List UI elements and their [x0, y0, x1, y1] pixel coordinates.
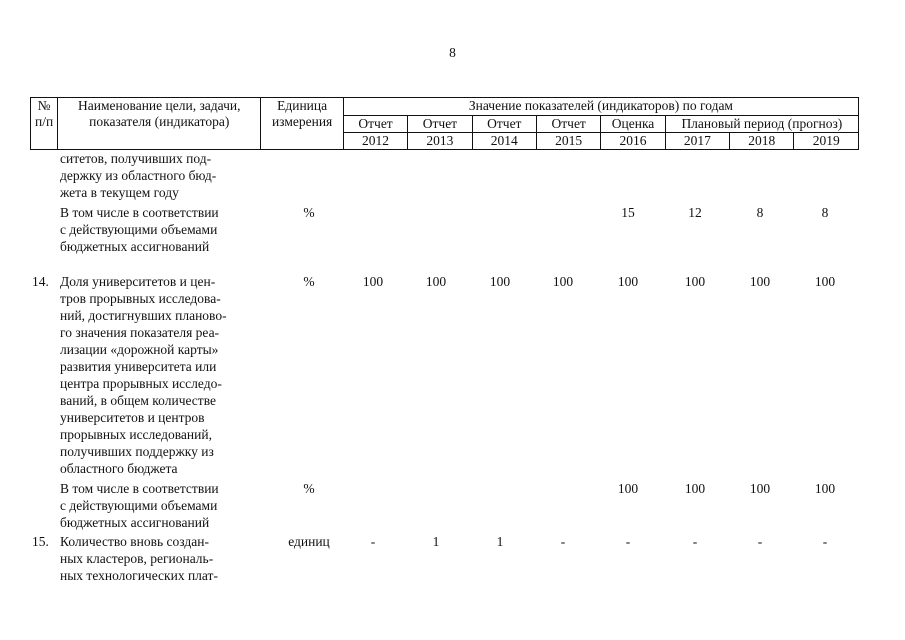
- cont-line: ситетов, получивших под-: [60, 151, 212, 166]
- sub1-value-2017: 12: [688, 205, 702, 220]
- row14-value-2012: 100: [362, 274, 384, 289]
- row14-value-2017: 100: [684, 274, 706, 289]
- header-values-group: Значение показателей (индикаторов) по годам: [343, 98, 858, 116]
- row14-unit: %: [303, 274, 315, 289]
- header-year-2012: 2012: [343, 133, 407, 150]
- sub2-value-2018: 100: [749, 481, 771, 496]
- sub2-value-2016: 100: [617, 481, 639, 496]
- header-kind-2016: Оценка: [601, 116, 665, 133]
- header-year-2013: 2013: [408, 133, 472, 150]
- row14-line: Доля университетов и цен-: [60, 274, 216, 289]
- header-year-2019: 2019: [794, 133, 859, 150]
- sub2-line: В том числе в соответствии: [60, 481, 219, 496]
- row14-line: лизации «дорожной карты»: [60, 342, 219, 357]
- header-name: Наименование цели, задачи, показателя (индикатора): [58, 98, 261, 150]
- row14-value-2018: 100: [749, 274, 771, 289]
- row15-unit: единиц: [288, 534, 330, 549]
- row14-line: развития университета или: [60, 359, 217, 374]
- sub1-value-2016: 15: [621, 205, 635, 220]
- header-kind-2013: Отчет: [408, 116, 472, 133]
- sub2-line: с действующими объемами: [60, 498, 218, 513]
- header-plan-group: Плановый период (прогноз): [665, 116, 858, 133]
- sub1-unit: %: [303, 205, 315, 220]
- header-kind-2014: Отчет: [472, 116, 536, 133]
- sub2-line: бюджетных ассигнований: [60, 515, 210, 530]
- sub2-value-2019: 100: [814, 481, 836, 496]
- row15-value-2019: -: [822, 534, 828, 549]
- row15-value-2017: -: [692, 534, 698, 549]
- row15-value-2013: 1: [432, 534, 440, 549]
- row15-line: ных кластеров, региональ-: [60, 551, 214, 566]
- row14-line: ний, достигнувших планово-: [60, 308, 227, 323]
- row14-line: ваний, в общем количестве: [60, 393, 216, 408]
- header-year-2015: 2015: [536, 133, 600, 150]
- row15-number: 15.: [32, 534, 49, 549]
- row15-value-2014: 1: [496, 534, 504, 549]
- row14-line: получивших поддержку из: [60, 444, 214, 459]
- row15-line: ных технологических плат-: [60, 568, 218, 583]
- row15-line: Количество вновь создан-: [60, 534, 209, 549]
- sub1-line: В том числе в соответствии: [60, 205, 219, 220]
- row14-value-2014: 100: [489, 274, 511, 289]
- row14-line: центра прорывных исследо-: [60, 376, 222, 391]
- row14-line: прорывных исследований,: [60, 427, 212, 442]
- header-no: № п/п: [31, 98, 58, 150]
- header-year-2017: 2017: [665, 133, 729, 150]
- cont-line: держку из областного бюд-: [60, 168, 217, 183]
- row14-value-2016: 100: [617, 274, 639, 289]
- sub1-line: бюджетных ассигнований: [60, 239, 210, 254]
- row14-number: 14.: [32, 274, 49, 289]
- header-year-2018: 2018: [730, 133, 794, 150]
- row15-value-2016: -: [625, 534, 631, 549]
- row14-value-2015: 100: [552, 274, 574, 289]
- row14-line: университетов и центров: [60, 410, 205, 425]
- header-kind-2012: Отчет: [343, 116, 407, 133]
- sub1-line: с действующими объемами: [60, 222, 218, 237]
- sub2-value-2017: 100: [684, 481, 706, 496]
- page-number: 8: [449, 45, 456, 60]
- row15-value-2018: -: [757, 534, 763, 549]
- sub1-value-2018: 8: [756, 205, 764, 220]
- header-unit: Единица измерения: [261, 98, 343, 150]
- row14-value-2013: 100: [425, 274, 447, 289]
- row14-line: тров прорывных исследова-: [60, 291, 221, 306]
- header-kind-2015: Отчет: [536, 116, 600, 133]
- sub2-unit: %: [303, 481, 315, 496]
- row15-value-2015: -: [560, 534, 566, 549]
- row14-line: го значения показателя реа-: [60, 325, 220, 340]
- header-year-2016: 2016: [601, 133, 665, 150]
- header-year-2014: 2014: [472, 133, 536, 150]
- sub1-value-2019: 8: [821, 205, 829, 220]
- row15-value-2012: -: [370, 534, 376, 549]
- cont-line: жета в текущем году: [60, 185, 179, 200]
- row14-line: областного бюджета: [60, 461, 178, 476]
- row14-value-2019: 100: [814, 274, 836, 289]
